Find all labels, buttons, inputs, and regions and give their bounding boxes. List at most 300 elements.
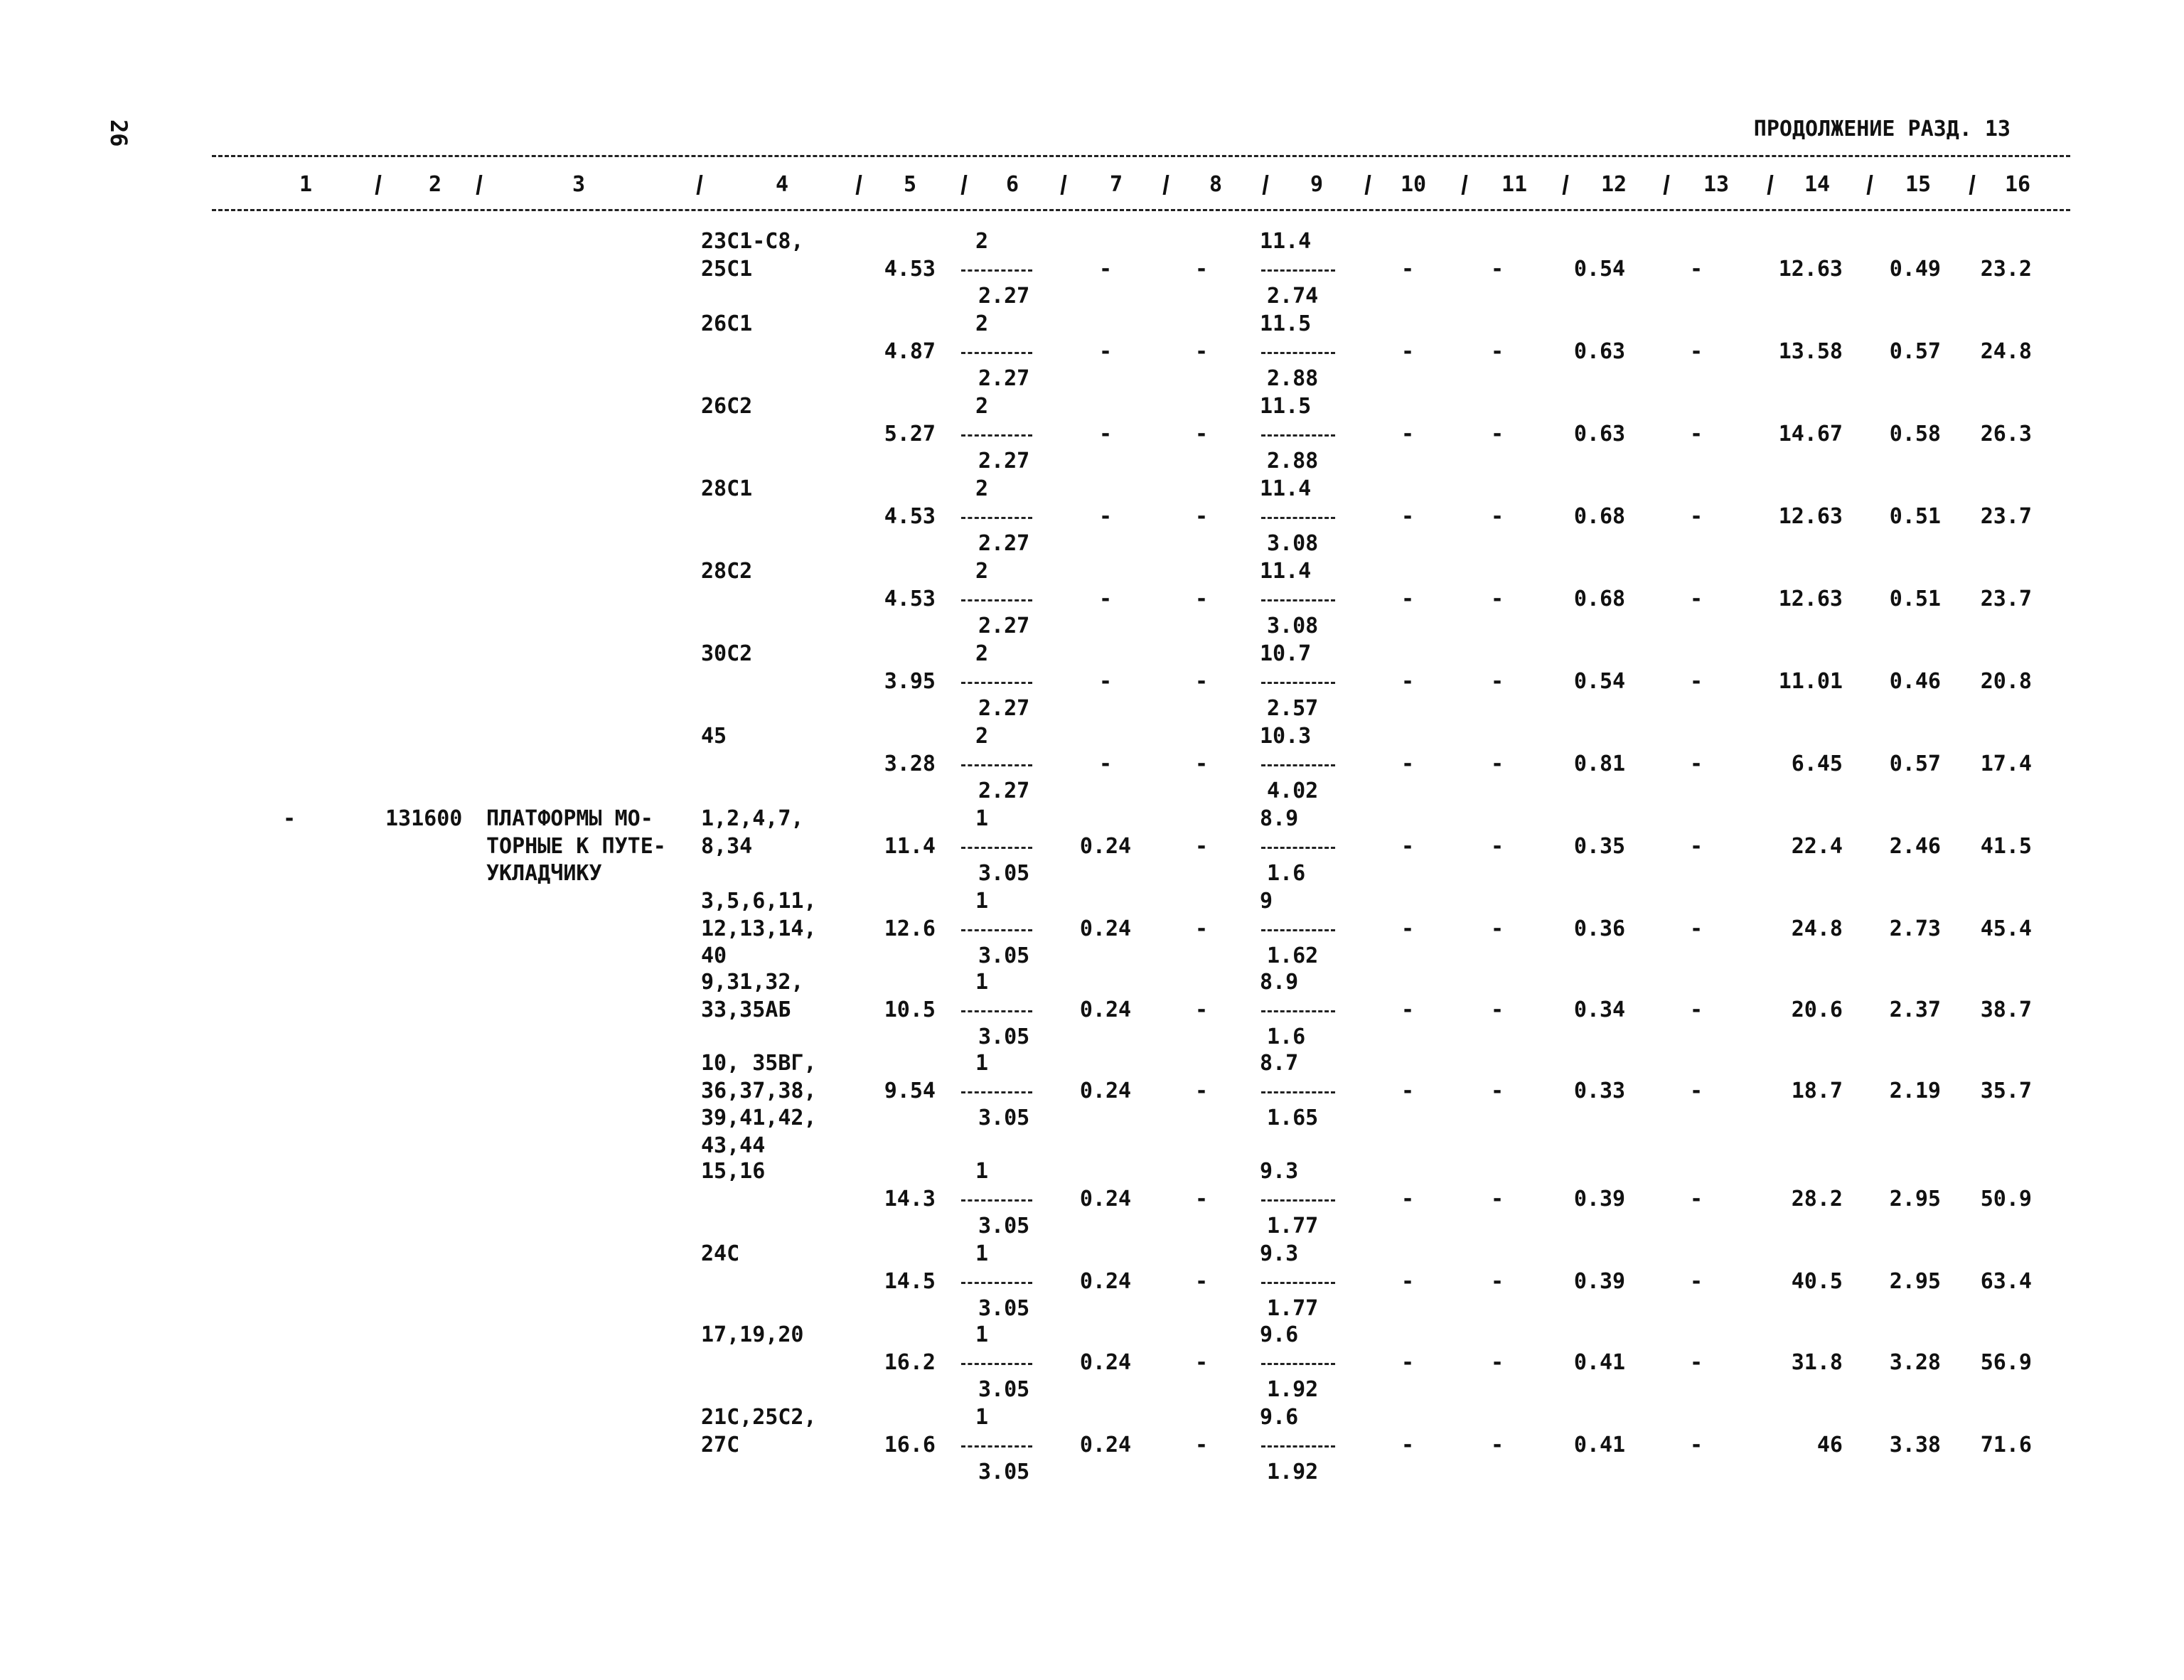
cell-col13: - xyxy=(1689,503,1703,529)
cell-col5: 11.4 xyxy=(884,833,936,859)
cell-col11: - xyxy=(1490,338,1504,364)
column-header: 6 xyxy=(1005,172,1019,197)
cell-col6-numerator: 2 xyxy=(975,641,989,666)
column-header: 16 xyxy=(2004,172,2031,197)
cell-col15: 0.57 xyxy=(1889,338,1941,364)
cell-col14: 31.8 xyxy=(1791,1349,1843,1375)
cell-col9-numerator: 9 xyxy=(1260,889,1273,914)
cell-col11: - xyxy=(1490,668,1504,694)
cell-col14: 6.45 xyxy=(1791,751,1843,776)
cell-col9-denominator: 1.65 xyxy=(1267,1106,1319,1130)
cell-col9-numerator: 8.7 xyxy=(1260,1051,1299,1076)
cell-col7: - xyxy=(1098,503,1113,529)
cell-col7: 0.24 xyxy=(1079,1349,1132,1375)
cell-col7: 0.24 xyxy=(1079,1432,1132,1457)
cell-col9-numerator: 11.5 xyxy=(1260,394,1312,419)
cell-col12: 0.39 xyxy=(1573,1268,1626,1294)
cell-col16: 26.3 xyxy=(1980,421,2032,446)
cell-col10: - xyxy=(1401,751,1415,776)
cell-col9-denominator: 1.6 xyxy=(1267,861,1306,886)
cell-col5: 12.6 xyxy=(884,916,936,941)
cell-col6-denominator: 2.27 xyxy=(978,779,1030,803)
cell-col16: 41.5 xyxy=(1980,833,2032,859)
fraction-bar-col9 xyxy=(1261,764,1335,766)
cell-col7: 0.24 xyxy=(1079,997,1132,1022)
cell-col15: 0.51 xyxy=(1889,503,1941,529)
cell-col10: - xyxy=(1401,503,1415,529)
cell-col5: 3.28 xyxy=(884,751,936,776)
cell-col6-numerator: 2 xyxy=(975,229,989,254)
fraction-bar-col9 xyxy=(1261,1091,1335,1093)
cell-col7: 0.24 xyxy=(1079,916,1132,941)
designation-line: 10, 35ВГ, xyxy=(701,1051,817,1076)
cell-col6-numerator: 2 xyxy=(975,559,989,584)
cell-col11: - xyxy=(1490,421,1504,446)
cell-col12: 0.54 xyxy=(1573,668,1626,694)
cell-col13: - xyxy=(1689,1078,1703,1103)
designation-line: 1,2,4,7, xyxy=(701,806,804,831)
cell-col10: - xyxy=(1401,256,1415,282)
cell-col10: - xyxy=(1401,1349,1415,1375)
cell-col8: - xyxy=(1194,916,1209,941)
fraction-bar-col9 xyxy=(1261,847,1335,849)
cell-col15: 2.73 xyxy=(1889,916,1941,941)
cell-col6-numerator: 1 xyxy=(975,970,989,995)
designation-line: 9,31,32, xyxy=(701,970,804,995)
fraction-bar-col9 xyxy=(1261,269,1335,272)
page-number: 26 xyxy=(105,119,132,147)
cell-col15: 0.49 xyxy=(1889,256,1941,282)
cell-col13: - xyxy=(1689,338,1703,364)
designation-line: 12,13,14, xyxy=(701,916,817,941)
cell-col15: 0.51 xyxy=(1889,586,1941,611)
cell-col15: 0.57 xyxy=(1889,751,1941,776)
designation-line: 26С2 xyxy=(701,394,753,419)
cell-col12: 0.63 xyxy=(1573,421,1626,446)
cell-col8: - xyxy=(1194,751,1209,776)
cell-col12: 0.39 xyxy=(1573,1186,1626,1211)
cell-col9-denominator: 1.92 xyxy=(1267,1377,1319,1402)
cell-col11: - xyxy=(1490,1186,1504,1211)
column-separator xyxy=(476,175,483,195)
column-separator xyxy=(1563,175,1569,195)
cell-col16: 17.4 xyxy=(1980,751,2032,776)
column-separator xyxy=(1969,175,1976,195)
cell-col11: - xyxy=(1490,1349,1504,1375)
cell-col16: 20.8 xyxy=(1980,668,2032,694)
column-header: 13 xyxy=(1703,172,1730,197)
cell-col9-denominator: 1.62 xyxy=(1267,943,1319,968)
cell-col12: 0.63 xyxy=(1573,338,1626,364)
designation-line: 21С,25С2, xyxy=(701,1405,817,1430)
column-separator xyxy=(1664,175,1670,195)
column-header: 1 xyxy=(299,172,313,197)
designation-line: 27С xyxy=(701,1432,740,1457)
cell-col6-denominator: 2.27 xyxy=(978,614,1030,638)
cell-col7: 0.24 xyxy=(1079,1268,1132,1294)
cell-col8: - xyxy=(1194,256,1209,282)
cell-col10: - xyxy=(1401,1186,1415,1211)
cell-col12: 0.36 xyxy=(1573,916,1626,941)
fraction-bar-col9 xyxy=(1261,1363,1335,1365)
cell-col6-numerator: 1 xyxy=(975,1159,989,1184)
cell-col6-denominator: 3.05 xyxy=(978,1024,1030,1049)
header-top-rule xyxy=(212,155,2070,157)
designation-line: 39,41,42, xyxy=(701,1106,817,1130)
cell-col6-denominator: 3.05 xyxy=(978,943,1030,968)
cell-col5: 16.2 xyxy=(884,1349,936,1375)
cell-col14: 12.63 xyxy=(1778,586,1843,611)
cell-col13: - xyxy=(1689,1349,1703,1375)
cell-col7: - xyxy=(1098,338,1113,364)
cell-col11: - xyxy=(1490,1078,1504,1103)
cell-col6-numerator: 1 xyxy=(975,806,989,831)
cell-col8: - xyxy=(1194,421,1209,446)
cell-col2-code: 131600 xyxy=(385,806,463,831)
cell-col12: 0.68 xyxy=(1573,503,1626,529)
cell-col6-denominator: 3.05 xyxy=(978,1106,1030,1130)
fraction-bar-col6 xyxy=(961,434,1032,437)
cell-col11: - xyxy=(1490,1268,1504,1294)
cell-col9-denominator: 1.6 xyxy=(1267,1024,1306,1049)
cell-col13: - xyxy=(1689,1268,1703,1294)
cell-col7: 0.24 xyxy=(1079,1078,1132,1103)
cell-col13: - xyxy=(1689,1432,1703,1457)
column-separator xyxy=(1365,175,1371,195)
fraction-bar-col6 xyxy=(961,1010,1032,1012)
fraction-bar-col6 xyxy=(961,847,1032,849)
cell-col13: - xyxy=(1689,421,1703,446)
cell-col5: 14.5 xyxy=(884,1268,936,1294)
fraction-bar-col9 xyxy=(1261,352,1335,354)
column-separator xyxy=(856,175,862,195)
fraction-bar-col6 xyxy=(961,599,1032,601)
cell-col7: - xyxy=(1098,256,1113,282)
cell-col6-numerator: 2 xyxy=(975,394,989,419)
cell-col5: 14.3 xyxy=(884,1186,936,1211)
designation-line: 24С xyxy=(701,1241,740,1266)
cell-col7: 0.24 xyxy=(1079,1186,1132,1211)
cell-col9-numerator: 8.9 xyxy=(1260,806,1299,831)
cell-col6-numerator: 1 xyxy=(975,889,989,914)
fraction-bar-col6 xyxy=(961,1445,1032,1448)
cell-col12: 0.81 xyxy=(1573,751,1626,776)
cell-col14: 40.5 xyxy=(1791,1268,1843,1294)
cell-col7: - xyxy=(1098,668,1113,694)
cell-col16: 23.7 xyxy=(1980,586,2032,611)
fraction-bar-col9 xyxy=(1261,1282,1335,1284)
cell-col14: 22.4 xyxy=(1791,833,1843,859)
fraction-bar-col9 xyxy=(1261,929,1335,931)
fraction-bar-col9 xyxy=(1261,682,1335,684)
cell-col9-numerator: 9.3 xyxy=(1260,1159,1299,1184)
cell-col11: - xyxy=(1490,1432,1504,1457)
cell-col15: 2.19 xyxy=(1889,1078,1941,1103)
cell-col15: 3.38 xyxy=(1889,1432,1941,1457)
fraction-bar-col6 xyxy=(961,1363,1032,1365)
column-header: 10 xyxy=(1400,172,1427,197)
cell-col5: 4.53 xyxy=(884,586,936,611)
cell-col5: 9.54 xyxy=(884,1078,936,1103)
cell-col8: - xyxy=(1194,1349,1209,1375)
cell-col14: 12.63 xyxy=(1778,256,1843,282)
designation-line: 26С1 xyxy=(701,311,753,336)
cell-col9-numerator: 11.4 xyxy=(1260,559,1312,584)
column-separator xyxy=(697,175,703,195)
designation-line: 15,16 xyxy=(701,1159,766,1184)
cell-col9-denominator: 2.74 xyxy=(1267,284,1319,309)
cell-col12: 0.41 xyxy=(1573,1349,1626,1375)
column-separator xyxy=(1767,175,1774,195)
cell-col9-denominator: 2.57 xyxy=(1267,696,1319,721)
cell-col13: - xyxy=(1689,256,1703,282)
cell-col6-denominator: 3.05 xyxy=(978,1460,1030,1484)
cell-col10: - xyxy=(1401,833,1415,859)
cell-col13: - xyxy=(1689,997,1703,1022)
column-header: 7 xyxy=(1109,172,1123,197)
column-separator xyxy=(961,175,968,195)
cell-col9-numerator: 11.4 xyxy=(1260,229,1312,254)
fraction-bar-col6 xyxy=(961,517,1032,519)
cell-col9-numerator: 8.9 xyxy=(1260,970,1299,995)
column-separator xyxy=(1061,175,1067,195)
cell-col16: 71.6 xyxy=(1980,1432,2032,1457)
cell-col6-numerator: 1 xyxy=(975,1241,989,1266)
cell-col6-denominator: 2.27 xyxy=(978,449,1030,473)
fraction-bar-col6 xyxy=(961,1282,1032,1284)
cell-col9-numerator: 11.5 xyxy=(1260,311,1312,336)
cell-col12: 0.33 xyxy=(1573,1078,1626,1103)
cell-col11: - xyxy=(1490,586,1504,611)
designation-line: 40 xyxy=(701,943,727,968)
designation-line: 33,35АБ xyxy=(701,997,791,1022)
cell-col5: 16.6 xyxy=(884,1432,936,1457)
cell-col16: 63.4 xyxy=(1980,1268,2032,1294)
cell-col10: - xyxy=(1401,997,1415,1022)
column-header: 9 xyxy=(1310,172,1324,197)
cell-col5: 4.53 xyxy=(884,503,936,529)
cell-col14: 13.58 xyxy=(1778,338,1843,364)
designation-line: 23С1-С8, xyxy=(701,229,804,254)
column-header: 4 xyxy=(775,172,789,197)
cell-col6-denominator: 2.27 xyxy=(978,284,1030,309)
cell-col15: 0.58 xyxy=(1889,421,1941,446)
fraction-bar-col9 xyxy=(1261,599,1335,601)
cell-col13: - xyxy=(1689,668,1703,694)
cell-col8: - xyxy=(1194,1268,1209,1294)
cell-col12: 0.34 xyxy=(1573,997,1626,1022)
column-separator xyxy=(1163,175,1169,195)
cell-col15: 2.37 xyxy=(1889,997,1941,1022)
fraction-bar-col9 xyxy=(1261,1010,1335,1012)
cell-col9-numerator: 9.3 xyxy=(1260,1241,1299,1266)
cell-col6-denominator: 2.27 xyxy=(978,531,1030,556)
cell-col11: - xyxy=(1490,256,1504,282)
cell-col11: - xyxy=(1490,997,1504,1022)
cell-col16: 35.7 xyxy=(1980,1078,2032,1103)
cell-col14: 18.7 xyxy=(1791,1078,1843,1103)
cell-col16: 56.9 xyxy=(1980,1349,2032,1375)
cell-col5: 10.5 xyxy=(884,997,936,1022)
fraction-bar-col6 xyxy=(961,352,1032,354)
cell-col9-numerator: 9.6 xyxy=(1260,1322,1299,1347)
cell-col16: 23.2 xyxy=(1980,256,2032,282)
column-separator xyxy=(1263,175,1269,195)
cell-col9-denominator: 3.08 xyxy=(1267,614,1319,638)
column-separator xyxy=(1867,175,1873,195)
cell-col14: 11.01 xyxy=(1778,668,1843,694)
cell-col9-denominator: 2.88 xyxy=(1267,366,1319,391)
designation-line: 25С1 xyxy=(701,256,753,282)
cell-col15: 3.28 xyxy=(1889,1349,1941,1375)
cell-col3-name: ПЛАТФОРМЫ МО- xyxy=(486,806,653,831)
cell-col8: - xyxy=(1194,997,1209,1022)
cell-col6-denominator: 3.05 xyxy=(978,861,1030,886)
designation-line: 36,37,38, xyxy=(701,1078,817,1103)
designation-line: 8,34 xyxy=(701,833,753,859)
cell-col14: 20.6 xyxy=(1791,997,1843,1022)
cell-col9-denominator: 1.92 xyxy=(1267,1460,1319,1484)
cell-col1: - xyxy=(283,806,296,831)
cell-col8: - xyxy=(1194,586,1209,611)
cell-col13: - xyxy=(1689,751,1703,776)
cell-col6-numerator: 1 xyxy=(975,1322,989,1347)
cell-col16: 38.7 xyxy=(1980,997,2032,1022)
cell-col6-denominator: 3.05 xyxy=(978,1214,1030,1238)
cell-col6-denominator: 2.27 xyxy=(978,696,1030,721)
fraction-bar-col9 xyxy=(1261,434,1335,437)
cell-col10: - xyxy=(1401,668,1415,694)
cell-col9-numerator: 10.3 xyxy=(1260,724,1312,749)
cell-col6-numerator: 2 xyxy=(975,311,989,336)
cell-col8: - xyxy=(1194,1432,1209,1457)
cell-col12: 0.54 xyxy=(1573,256,1626,282)
cell-col8: - xyxy=(1194,338,1209,364)
fraction-bar-col9 xyxy=(1261,1199,1335,1202)
cell-col9-numerator: 11.4 xyxy=(1260,476,1312,501)
cell-col6-denominator: 2.27 xyxy=(978,366,1030,391)
header-bottom-rule xyxy=(212,209,2070,211)
cell-col9-denominator: 1.77 xyxy=(1267,1296,1319,1321)
cell-col13: - xyxy=(1689,916,1703,941)
cell-col11: - xyxy=(1490,833,1504,859)
fraction-bar-col9 xyxy=(1261,517,1335,519)
cell-col9-denominator: 2.88 xyxy=(1267,449,1319,473)
cell-col7: - xyxy=(1098,751,1113,776)
cell-col5: 4.87 xyxy=(884,338,936,364)
cell-col14: 12.63 xyxy=(1778,503,1843,529)
cell-col11: - xyxy=(1490,503,1504,529)
designation-line: 43,44 xyxy=(701,1133,766,1158)
column-header: 5 xyxy=(903,172,917,197)
cell-col14: 46 xyxy=(1816,1432,1843,1457)
designation-line: 3,5,6,11, xyxy=(701,889,817,914)
cell-col15: 2.95 xyxy=(1889,1186,1941,1211)
cell-col8: - xyxy=(1194,833,1209,859)
column-header: 15 xyxy=(1905,172,1932,197)
designation-line: 30С2 xyxy=(701,641,753,666)
cell-col16: 45.4 xyxy=(1980,916,2032,941)
cell-col11: - xyxy=(1490,916,1504,941)
cell-col3-name: ТОРНЫЕ К ПУТЕ- xyxy=(486,833,666,859)
cell-col11: - xyxy=(1490,751,1504,776)
cell-col6-numerator: 1 xyxy=(975,1051,989,1076)
cell-col12: 0.41 xyxy=(1573,1432,1626,1457)
cell-col14: 14.67 xyxy=(1778,421,1843,446)
cell-col12: 0.35 xyxy=(1573,833,1626,859)
designation-line: 28С1 xyxy=(701,476,753,501)
cell-col15: 2.95 xyxy=(1889,1268,1941,1294)
cell-col6-numerator: 2 xyxy=(975,724,989,749)
fraction-bar-col6 xyxy=(961,269,1032,272)
cell-col12: 0.68 xyxy=(1573,586,1626,611)
cell-col13: - xyxy=(1689,833,1703,859)
column-header: 14 xyxy=(1804,172,1831,197)
column-header: 8 xyxy=(1209,172,1223,197)
section-heading: ПРОДОЛЖЕНИЕ РАЗД. 13 xyxy=(1753,117,2011,141)
cell-col13: - xyxy=(1689,1186,1703,1211)
cell-col10: - xyxy=(1401,338,1415,364)
cell-col10: - xyxy=(1401,916,1415,941)
cell-col8: - xyxy=(1194,503,1209,529)
cell-col9-denominator: 1.77 xyxy=(1267,1214,1319,1238)
column-header: 12 xyxy=(1600,172,1627,197)
cell-col16: 50.9 xyxy=(1980,1186,2032,1211)
cell-col15: 0.46 xyxy=(1889,668,1941,694)
cell-col15: 2.46 xyxy=(1889,833,1941,859)
cell-col5: 3.95 xyxy=(884,668,936,694)
column-header: 3 xyxy=(572,172,586,197)
cell-col14: 28.2 xyxy=(1791,1186,1843,1211)
column-header: 2 xyxy=(428,172,442,197)
cell-col9-denominator: 3.08 xyxy=(1267,531,1319,556)
fraction-bar-col9 xyxy=(1261,1445,1335,1448)
cell-col6-numerator: 1 xyxy=(975,1405,989,1430)
fraction-bar-col6 xyxy=(961,929,1032,931)
cell-col10: - xyxy=(1401,421,1415,446)
fraction-bar-col6 xyxy=(961,682,1032,684)
cell-col8: - xyxy=(1194,1186,1209,1211)
column-header: 11 xyxy=(1501,172,1528,197)
cell-col9-denominator: 4.02 xyxy=(1267,779,1319,803)
cell-col14: 24.8 xyxy=(1791,916,1843,941)
cell-col5: 5.27 xyxy=(884,421,936,446)
designation-line: 17,19,20 xyxy=(701,1322,804,1347)
cell-col8: - xyxy=(1194,668,1209,694)
cell-col6-denominator: 3.05 xyxy=(978,1377,1030,1402)
fraction-bar-col6 xyxy=(961,1091,1032,1093)
cell-col10: - xyxy=(1401,1268,1415,1294)
cell-col7: - xyxy=(1098,586,1113,611)
fraction-bar-col6 xyxy=(961,1199,1032,1202)
column-separator xyxy=(375,175,382,195)
cell-col8: - xyxy=(1194,1078,1209,1103)
cell-col10: - xyxy=(1401,586,1415,611)
cell-col10: - xyxy=(1401,1078,1415,1103)
column-separator xyxy=(1462,175,1468,195)
designation-line: 28С2 xyxy=(701,559,753,584)
cell-col5: 4.53 xyxy=(884,256,936,282)
cell-col6-numerator: 2 xyxy=(975,476,989,501)
cell-col16: 24.8 xyxy=(1980,338,2032,364)
cell-col16: 23.7 xyxy=(1980,503,2032,529)
cell-col7: 0.24 xyxy=(1079,833,1132,859)
fraction-bar-col6 xyxy=(961,764,1032,766)
cell-col9-numerator: 9.6 xyxy=(1260,1405,1299,1430)
cell-col3-name: УКЛАДЧИКУ xyxy=(486,861,602,886)
cell-col13: - xyxy=(1689,586,1703,611)
cell-col6-denominator: 3.05 xyxy=(978,1296,1030,1321)
